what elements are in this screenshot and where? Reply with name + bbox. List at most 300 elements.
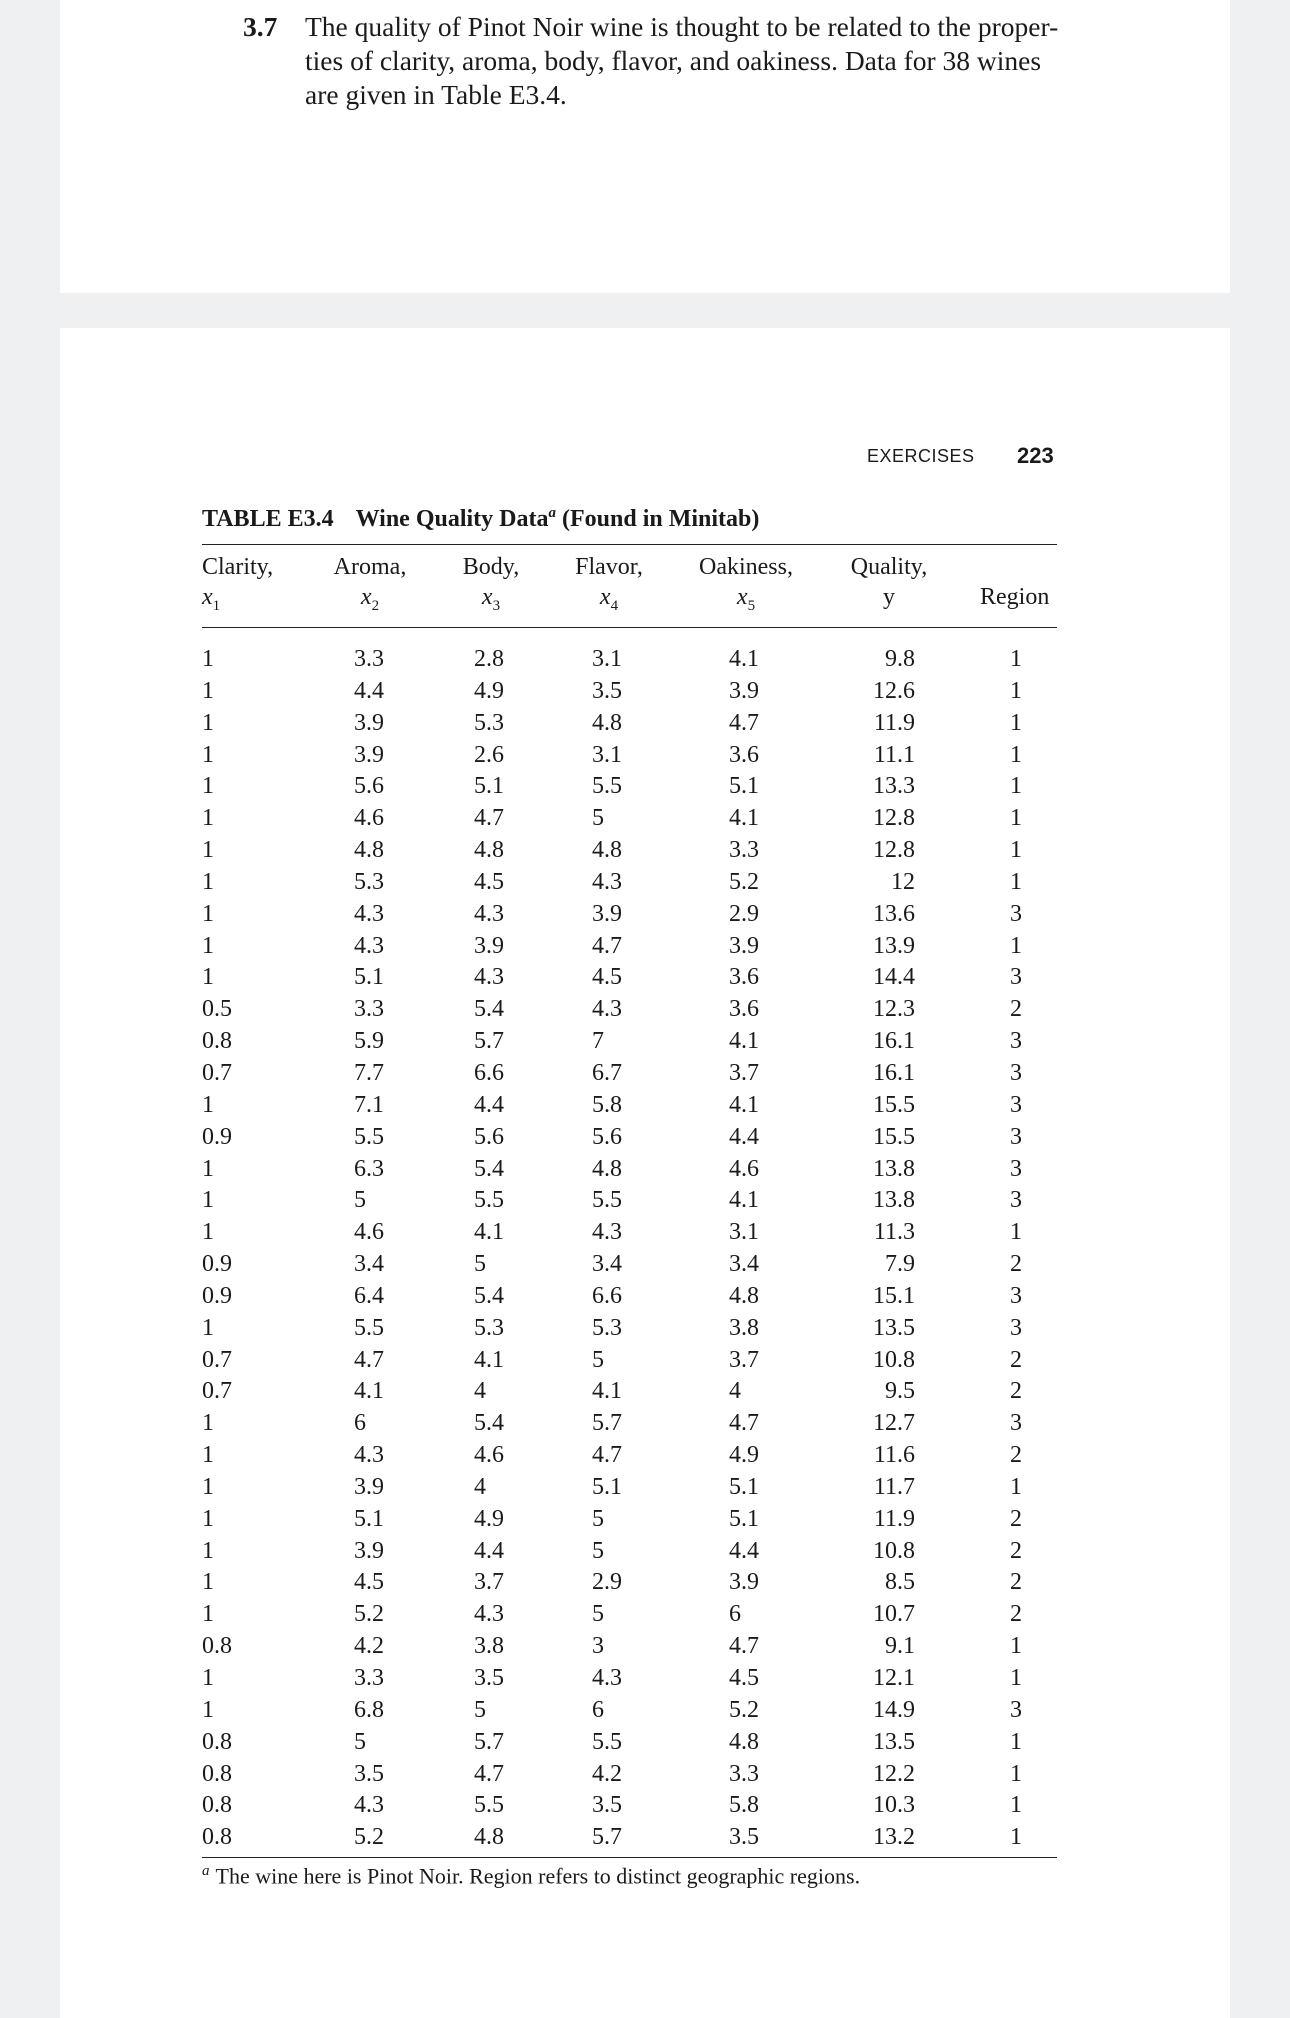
cell-region: 2: [1010, 1505, 1022, 1532]
cell-aroma: 5.1: [354, 1505, 384, 1532]
table-row: [0, 962, 1290, 994]
cell-quality: 11.1: [873, 741, 915, 768]
table-row: [0, 1058, 1290, 1090]
cell-flavor: 7: [592, 1028, 604, 1055]
cell-clarity: 1: [202, 741, 214, 768]
cell-quality: 15.5: [873, 1123, 915, 1150]
cell-body: 3.5: [474, 1665, 504, 1691]
cell-oakiness: 3.7: [729, 1059, 759, 1086]
cell-region: 2: [1010, 1569, 1022, 1596]
table-row: [0, 1313, 1290, 1345]
cell-quality: 10.7: [873, 1601, 915, 1628]
cell-oakiness: 3.3: [729, 837, 759, 864]
running-head-section: EXERCISES: [867, 446, 975, 466]
footnote-mark: a: [202, 1863, 210, 1879]
cell-aroma: 3.9: [354, 741, 384, 768]
cell-body: 4.3: [474, 900, 504, 927]
table-body: [0, 644, 1290, 1854]
cell-clarity: 1: [202, 964, 214, 991]
cell-body: 5.4: [474, 1282, 504, 1309]
cell-quality: 13.5: [873, 1728, 915, 1755]
cell-flavor: 4.3: [592, 996, 622, 1023]
table-row: [0, 1536, 1290, 1568]
page-number: 223: [1017, 443, 1054, 468]
cell-region: 2: [1010, 1251, 1022, 1278]
cell-aroma: 5.3: [354, 868, 384, 895]
cell-aroma: 5.5: [354, 1314, 384, 1341]
cell-clarity: 0.8: [202, 1792, 232, 1819]
cell-quality: 10.8: [873, 1537, 915, 1564]
cell-quality: 7.9: [885, 1251, 915, 1278]
cell-quality: 9.1: [885, 1633, 915, 1660]
cell-oakiness: 5.1: [729, 773, 759, 800]
table-row: [0, 1599, 1290, 1631]
table-row: [0, 708, 1290, 740]
cell-flavor: 6: [592, 1696, 604, 1723]
cell-quality: 11.6: [873, 1442, 915, 1469]
cell-flavor: 3: [592, 1633, 604, 1660]
table-row: [0, 1695, 1290, 1727]
cell-flavor: 5.1: [592, 1473, 622, 1500]
cell-body: 3.7: [474, 1569, 504, 1596]
cell-oakiness: 3.9: [729, 932, 759, 959]
cell-quality: 11.7: [873, 1473, 915, 1500]
cell-flavor: 5.3: [592, 1314, 622, 1341]
cell-aroma: 5.9: [354, 1028, 384, 1055]
cell-body: 4.4: [474, 1091, 504, 1118]
table-row: [0, 1217, 1290, 1249]
cell-aroma: 6.8: [354, 1696, 384, 1723]
cell-body: 5.6: [474, 1123, 504, 1150]
cell-region: 1: [1010, 646, 1022, 672]
table-row: [0, 1567, 1290, 1599]
cell-quality: 14.4: [873, 964, 915, 991]
cell-oakiness: 4.1: [729, 805, 759, 832]
table-title-footnote-mark: a: [548, 505, 556, 521]
cell-region: 1: [1010, 709, 1022, 736]
cell-flavor: 5: [592, 1601, 604, 1628]
cell-flavor: 5: [592, 1346, 604, 1373]
cell-aroma: 3.3: [354, 996, 384, 1023]
cell-clarity: 1: [202, 1219, 214, 1246]
cell-quality: 13.9: [873, 932, 915, 959]
cell-flavor: 5: [592, 805, 604, 832]
problem-statement: [243, 10, 1103, 112]
cell-body: 4.8: [474, 837, 504, 864]
cell-flavor: 4.8: [592, 837, 622, 864]
cell-clarity: 0.8: [202, 1824, 232, 1851]
cell-clarity: 0.8: [202, 1728, 232, 1755]
cell-aroma: 6: [354, 1410, 366, 1437]
cell-region: 3: [1010, 1123, 1022, 1150]
cell-clarity: 1: [202, 677, 214, 704]
table-row: [0, 1154, 1290, 1186]
cell-region: 1: [1010, 1760, 1022, 1787]
cell-aroma: 5.5: [354, 1123, 384, 1150]
cell-aroma: 3.9: [354, 1473, 384, 1500]
cell-clarity: 1: [202, 837, 214, 864]
cell-quality: 10.3: [873, 1792, 915, 1819]
cell-aroma: 4.3: [354, 1442, 384, 1469]
cell-aroma: 7.1: [354, 1091, 384, 1118]
cell-clarity: 1: [202, 1091, 214, 1118]
cell-region: 1: [1010, 1633, 1022, 1660]
header-oakiness: Oakiness, $x_5$: [699, 554, 793, 614]
cell-body: 5: [474, 1696, 486, 1723]
cell-region: 1: [1010, 773, 1022, 800]
cell-aroma: 4.1: [354, 1378, 384, 1405]
table-row: [0, 1759, 1290, 1791]
cell-aroma: 6.3: [354, 1155, 384, 1182]
cell-body: 5.5: [474, 1792, 504, 1819]
cell-flavor: 3.5: [592, 677, 622, 704]
cell-flavor: 5.8: [592, 1091, 622, 1118]
cell-flavor: 4.2: [592, 1760, 622, 1787]
cell-oakiness: 4.7: [729, 1633, 759, 1660]
cell-quality: 15.1: [873, 1282, 915, 1309]
cell-flavor: 4.3: [592, 868, 622, 895]
table-row: [0, 771, 1290, 803]
table-row: [0, 835, 1290, 867]
cell-flavor: 5: [592, 1505, 604, 1532]
cell-region: 2: [1010, 1378, 1022, 1405]
cell-clarity: 1: [202, 1410, 214, 1437]
cell-clarity: 0.8: [202, 1760, 232, 1787]
cell-region: 1: [1010, 805, 1022, 832]
table-row: [0, 994, 1290, 1026]
cell-region: 1: [1010, 1792, 1022, 1819]
cell-aroma: 3.3: [354, 1665, 384, 1691]
cell-aroma: 5.1: [354, 964, 384, 991]
cell-body: 5.5: [474, 1187, 504, 1214]
cell-aroma: 4.6: [354, 1219, 384, 1246]
cell-region: 1: [1010, 1473, 1022, 1500]
cell-body: 3.8: [474, 1633, 504, 1660]
cell-flavor: 6.7: [592, 1059, 622, 1086]
cell-region: 3: [1010, 1410, 1022, 1437]
cell-body: 5.4: [474, 1410, 504, 1437]
cell-aroma: 3.9: [354, 1537, 384, 1564]
cell-clarity: 0.5: [202, 996, 232, 1023]
cell-region: 3: [1010, 1187, 1022, 1214]
cell-flavor: 6.6: [592, 1282, 622, 1309]
cell-quality: 16.1: [873, 1028, 915, 1055]
table-row: [0, 644, 1290, 676]
cell-quality: 12.6: [873, 677, 915, 704]
table-row: [0, 1249, 1290, 1281]
cell-clarity: 1: [202, 1155, 214, 1182]
cell-oakiness: 4.6: [729, 1155, 759, 1182]
cell-clarity: 1: [202, 1187, 214, 1214]
cell-flavor: 3.4: [592, 1251, 622, 1278]
cell-region: 3: [1010, 1282, 1022, 1309]
cell-quality: 14.9: [873, 1696, 915, 1723]
cell-oakiness: 3.9: [729, 677, 759, 704]
cell-region: 3: [1010, 964, 1022, 991]
cell-oakiness: 4.9: [729, 1442, 759, 1469]
cell-flavor: 3.9: [592, 900, 622, 927]
cell-body: 4: [474, 1473, 486, 1500]
table-row: [0, 867, 1290, 899]
cell-quality: 13.3: [873, 773, 915, 800]
problem-number: 3.7: [243, 11, 278, 42]
table-footnote: [202, 1863, 860, 1889]
table-row: [0, 899, 1290, 931]
cell-flavor: 3.1: [592, 741, 622, 768]
table-row: [0, 1822, 1290, 1854]
cell-aroma: 3.4: [354, 1251, 384, 1278]
table-top-rule: [202, 544, 1057, 545]
cell-aroma: 7.7: [354, 1059, 384, 1086]
cell-flavor: 4.8: [592, 1155, 622, 1182]
cell-region: 1: [1010, 1219, 1022, 1246]
cell-oakiness: 4.5: [729, 1665, 759, 1691]
cell-body: 2.6: [474, 741, 504, 768]
cell-body: 5.3: [474, 1314, 504, 1341]
cell-body: 6.6: [474, 1059, 504, 1086]
header-body: Body, $x_3$: [462, 554, 520, 614]
cell-oakiness: 3.1: [729, 1219, 759, 1246]
cell-flavor: 5.5: [592, 1187, 622, 1214]
cell-region: 3: [1010, 1059, 1022, 1086]
cell-flavor: 5.7: [592, 1824, 622, 1851]
cell-aroma: 5: [354, 1728, 366, 1755]
cell-region: 1: [1010, 1824, 1022, 1851]
cell-clarity: 1: [202, 1569, 214, 1596]
cell-body: 4: [474, 1378, 486, 1405]
cell-oakiness: 5.2: [729, 1696, 759, 1723]
cell-region: 1: [1010, 837, 1022, 864]
table-row: [0, 1408, 1290, 1440]
cell-flavor: 4.1: [592, 1378, 622, 1405]
cell-region: 1: [1010, 741, 1022, 768]
table-row: [0, 1345, 1290, 1377]
cell-quality: 11.3: [873, 1219, 915, 1246]
cell-aroma: 4.6: [354, 805, 384, 832]
table-row: [0, 1281, 1290, 1313]
header-flavor: Flavor, $x_4$: [575, 554, 643, 614]
cell-clarity: 1: [202, 1665, 214, 1691]
cell-oakiness: 4.7: [729, 1410, 759, 1437]
cell-body: 4.3: [474, 1601, 504, 1628]
cell-body: 4.1: [474, 1346, 504, 1373]
cell-clarity: 1: [202, 805, 214, 832]
cell-clarity: 1: [202, 900, 214, 927]
cell-flavor: 2.9: [592, 1569, 622, 1596]
cell-flavor: 4.3: [592, 1219, 622, 1246]
cell-aroma: 4.7: [354, 1346, 384, 1373]
table-title: Wine Quality Data: [355, 506, 549, 532]
cell-aroma: 4.4: [354, 677, 384, 704]
cell-region: 3: [1010, 900, 1022, 927]
cell-oakiness: 3.6: [729, 996, 759, 1023]
cell-region: 3: [1010, 1155, 1022, 1182]
cell-body: 4.7: [474, 805, 504, 832]
cell-region: 2: [1010, 996, 1022, 1023]
cell-flavor: 5: [592, 1537, 604, 1564]
cell-body: 3.9: [474, 932, 504, 959]
cell-clarity: 1: [202, 1442, 214, 1469]
cell-oakiness: 5.1: [729, 1505, 759, 1532]
cell-oakiness: 4.1: [729, 1091, 759, 1118]
cell-region: 3: [1010, 1314, 1022, 1341]
table-row: [0, 1026, 1290, 1058]
header-clarity: Clarity, $x_1$: [202, 554, 274, 614]
cell-clarity: 0.8: [202, 1633, 232, 1660]
cell-clarity: 1: [202, 1314, 214, 1341]
cell-oakiness: 5.8: [729, 1792, 759, 1819]
cell-quality: 12.7: [873, 1410, 915, 1437]
cell-oakiness: 3.3: [729, 1760, 759, 1787]
cell-quality: 12.8: [873, 805, 915, 832]
problem-text: The quality of Pinot Noir wine is thought to be related to the proper- ties of clarity, aroma, body, flavor, and oakiness. Data for 38 wines are given in Table E3.4.: [305, 11, 1059, 110]
cell-body: 4.8: [474, 1824, 504, 1851]
cell-quality: 12.8: [873, 837, 915, 864]
cell-body: 5: [474, 1251, 486, 1278]
cell-body: 4.6: [474, 1442, 504, 1469]
cell-quality: 13.2: [873, 1824, 915, 1851]
header-aroma: Aroma, $x_2$: [333, 554, 407, 614]
cell-flavor: 4.3: [592, 1665, 622, 1691]
cell-aroma: 5.6: [354, 773, 384, 800]
cell-region: 1: [1010, 1665, 1022, 1691]
cell-clarity: 0.9: [202, 1282, 232, 1309]
cell-clarity: 1: [202, 868, 214, 895]
table-row: [0, 803, 1290, 835]
table-bottom-rule: [202, 1857, 1057, 1858]
header-region: Region: [980, 584, 1050, 610]
cell-clarity: 1: [202, 1473, 214, 1500]
cell-quality: 9.5: [885, 1378, 915, 1405]
cell-clarity: 1: [202, 646, 214, 672]
cell-quality: 15.5: [873, 1091, 915, 1118]
cell-oakiness: 3.8: [729, 1314, 759, 1341]
cell-clarity: 1: [202, 773, 214, 800]
cell-flavor: 4.8: [592, 709, 622, 736]
table-caption: [202, 505, 759, 533]
cell-oakiness: 4.1: [729, 1028, 759, 1055]
cell-body: 4.9: [474, 677, 504, 704]
cell-quality: 16.1: [873, 1059, 915, 1086]
cell-oakiness: 2.9: [729, 900, 759, 927]
cell-quality: 11.9: [873, 709, 915, 736]
cell-oakiness: 3.7: [729, 1346, 759, 1373]
table-row: [0, 1663, 1290, 1695]
cell-quality: 10.8: [873, 1346, 915, 1373]
cell-region: 3: [1010, 1028, 1022, 1055]
cell-body: 4.4: [474, 1537, 504, 1564]
table-row: [0, 740, 1290, 772]
cell-region: 2: [1010, 1601, 1022, 1628]
table-row: [0, 676, 1290, 708]
cell-quality: 12.3: [873, 996, 915, 1023]
cell-quality: 12.1: [873, 1665, 915, 1691]
cell-oakiness: 3.6: [729, 741, 759, 768]
cell-quality: 13.8: [873, 1155, 915, 1182]
cell-region: 2: [1010, 1346, 1022, 1373]
cell-quality: 12: [891, 868, 915, 895]
cell-oakiness: 3.6: [729, 964, 759, 991]
cell-oakiness: 4.1: [729, 646, 759, 672]
cell-body: 4.1: [474, 1219, 504, 1246]
cell-oakiness: 4: [729, 1378, 741, 1405]
header-quality: Quality, y: [850, 554, 928, 610]
cell-quality: 9.8: [885, 646, 915, 672]
cell-oakiness: 3.4: [729, 1251, 759, 1278]
cell-region: 3: [1010, 1091, 1022, 1118]
cell-body: 5.7: [474, 1728, 504, 1755]
cell-region: 1: [1010, 932, 1022, 959]
cell-oakiness: 4.1: [729, 1187, 759, 1214]
cell-quality: 13.8: [873, 1187, 915, 1214]
cell-flavor: 3.1: [592, 646, 622, 672]
table-header-rule: [202, 627, 1057, 628]
cell-clarity: 0.7: [202, 1346, 232, 1373]
cell-aroma: 5.2: [354, 1824, 384, 1851]
cell-clarity: 1: [202, 709, 214, 736]
cell-quality: 13.6: [873, 900, 915, 927]
cell-body: 5.7: [474, 1028, 504, 1055]
table-row: [0, 1472, 1290, 1504]
cell-flavor: 5.6: [592, 1123, 622, 1150]
cell-clarity: 1: [202, 1601, 214, 1628]
cell-body: 4.9: [474, 1505, 504, 1532]
cell-flavor: 4.5: [592, 964, 622, 991]
cell-flavor: 5.7: [592, 1410, 622, 1437]
cell-body: 5.3: [474, 709, 504, 736]
cell-aroma: 4.2: [354, 1633, 384, 1660]
cell-clarity: 0.8: [202, 1028, 232, 1055]
cell-oakiness: 5.1: [729, 1473, 759, 1500]
cell-aroma: 3.5: [354, 1760, 384, 1787]
cell-oakiness: 3.5: [729, 1824, 759, 1851]
table-row: [0, 1631, 1290, 1663]
table-row: [0, 1185, 1290, 1217]
cell-clarity: 0.9: [202, 1123, 232, 1150]
cell-oakiness: 4.8: [729, 1728, 759, 1755]
table-row: [0, 1090, 1290, 1122]
cell-region: 2: [1010, 1537, 1022, 1564]
table-label: TABLE E3.4: [202, 506, 334, 532]
cell-clarity: 1: [202, 1505, 214, 1532]
cell-aroma: 4.3: [354, 1792, 384, 1819]
cell-flavor: 4.7: [592, 1442, 622, 1469]
table-title-suffix: (Found in Minitab): [556, 506, 760, 532]
cell-region: 1: [1010, 868, 1022, 895]
cell-aroma: 4.3: [354, 932, 384, 959]
cell-oakiness: 4.4: [729, 1537, 759, 1564]
table-row: [0, 1790, 1290, 1822]
cell-aroma: 4.3: [354, 900, 384, 927]
cell-body: 5.4: [474, 1155, 504, 1182]
cell-clarity: 1: [202, 932, 214, 959]
cell-clarity: 1: [202, 1537, 214, 1564]
cell-region: 3: [1010, 1696, 1022, 1723]
cell-aroma: 5: [354, 1187, 366, 1214]
cell-aroma: 5.2: [354, 1601, 384, 1628]
cell-quality: 13.5: [873, 1314, 915, 1341]
cell-oakiness: 4.7: [729, 709, 759, 736]
table-row: [0, 1440, 1290, 1472]
cell-flavor: 3.5: [592, 1792, 622, 1819]
cell-region: 1: [1010, 1728, 1022, 1755]
cell-body: 5.4: [474, 996, 504, 1023]
cell-clarity: 1: [202, 1696, 214, 1723]
cell-aroma: 4.5: [354, 1569, 384, 1596]
cell-aroma: 3.3: [354, 646, 384, 672]
cell-flavor: 4.7: [592, 932, 622, 959]
cell-region: 2: [1010, 1442, 1022, 1469]
